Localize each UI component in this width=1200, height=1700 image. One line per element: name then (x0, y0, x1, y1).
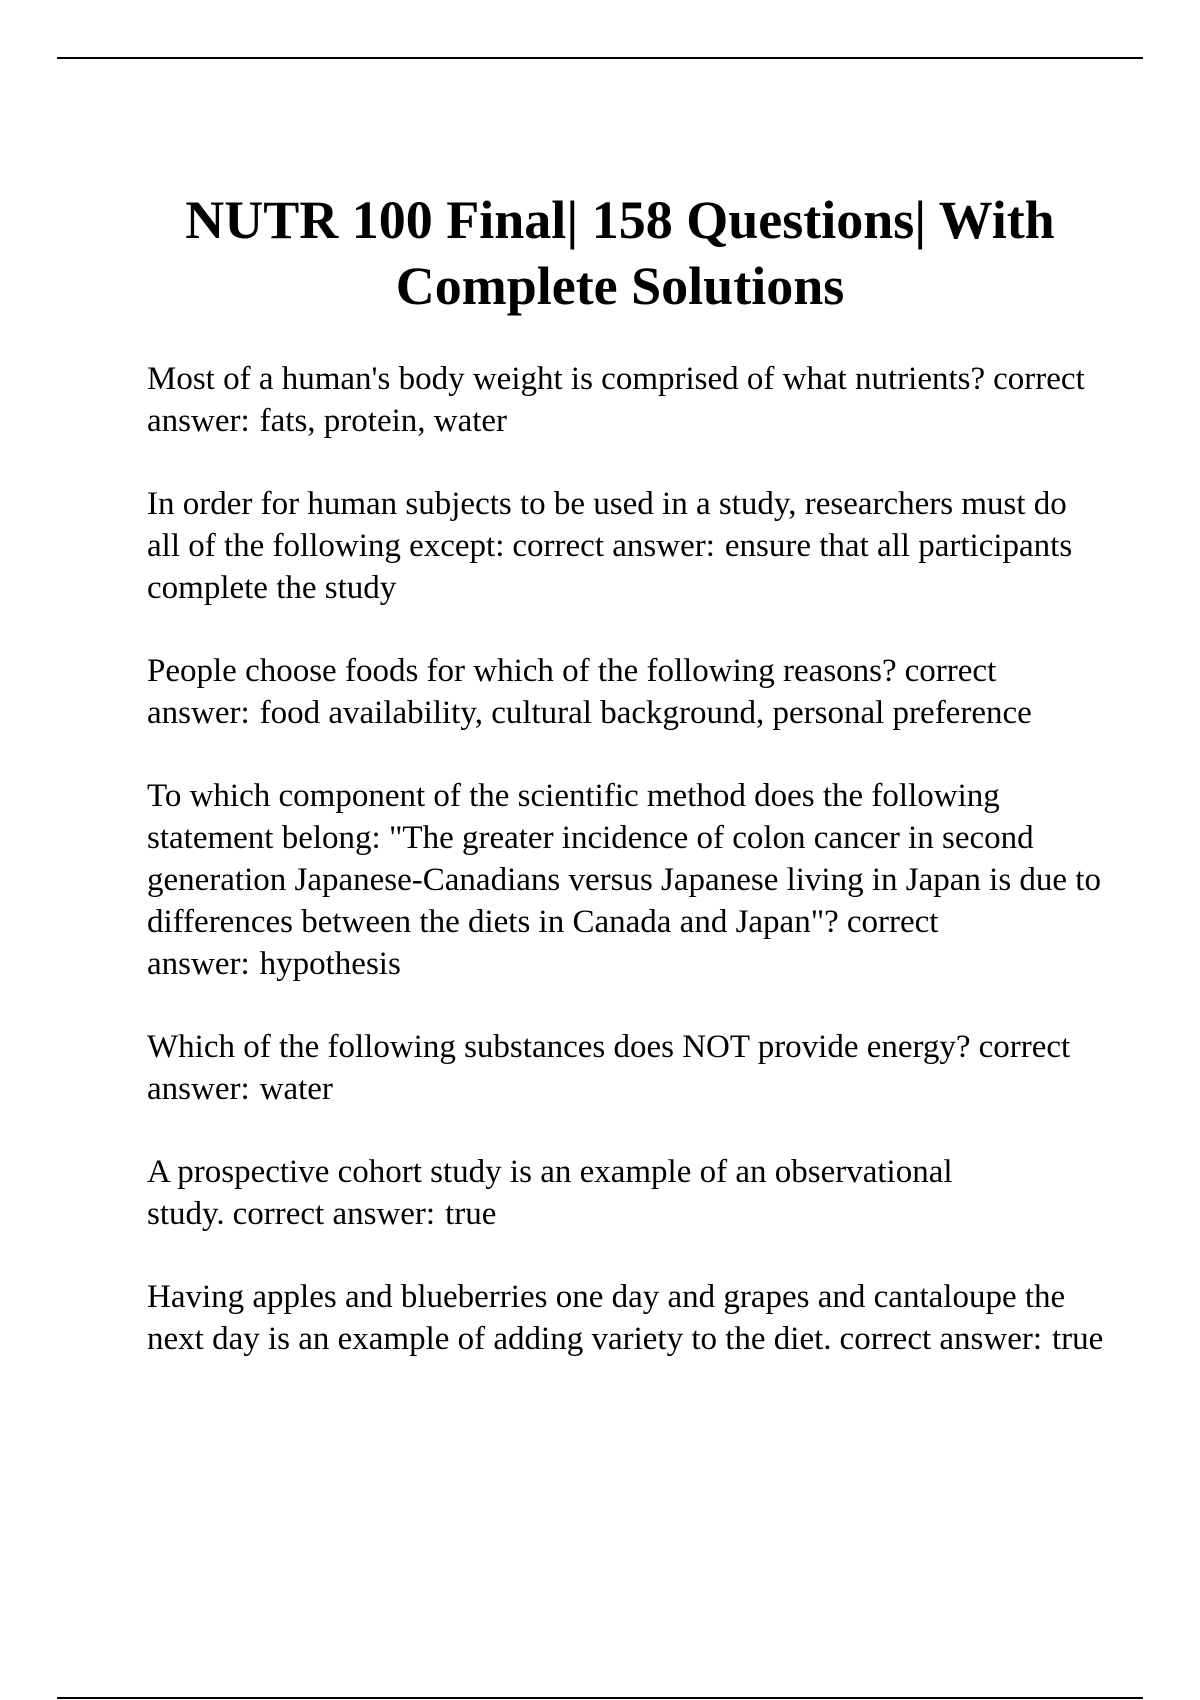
question-text: Which of the following substances does NOT provide energy? (147, 1029, 971, 1065)
question-text: In order for human subjects to be used in a study, researchers must do all of the following except: (147, 486, 1067, 564)
answer-label: correct answer: (147, 904, 939, 982)
qa-item (147, 483, 1107, 609)
answer-text: true (445, 1196, 497, 1232)
question-text: To which component of the scientific method does the following statement belong: "The greater incidence of colon cancer in second generation Japanese-Canadians versus Japanese living in Japan is due to differences between the diets in Canada and Japan"? (147, 778, 1101, 940)
title-line-1: NUTR 100 Final| 158 Questions| With (185, 190, 1055, 250)
qa-item (147, 650, 1107, 734)
document-title (120, 187, 1120, 319)
question-text: Having apples and blueberries one day and grapes and cantaloupe the next day is an example of adding variety to the diet. (147, 1279, 1066, 1357)
title-line-2: Complete Solutions (395, 256, 845, 316)
question-text: A prospective cohort study is an example of an observational study. (147, 1154, 953, 1232)
answer-text: fats, protein, water (259, 403, 508, 439)
answer-text: water (259, 1071, 333, 1107)
qa-item (147, 358, 1107, 442)
answer-label: correct answer: (147, 653, 997, 731)
question-text: Most of a human's body weight is comprised of what nutrients? (147, 361, 986, 397)
question-list (147, 358, 1107, 1401)
bottom-rule (57, 1697, 1143, 1699)
answer-text: true (1052, 1321, 1104, 1357)
answer-text: ensure that all participants complete the study (147, 528, 1073, 606)
answer-text: food availability, cultural background, personal preference (259, 695, 1032, 731)
question-text: People choose foods for which of the following reasons? (147, 653, 897, 689)
qa-item (147, 1026, 1107, 1110)
answer-label: correct answer: (147, 1029, 1071, 1107)
qa-item (147, 1276, 1107, 1360)
answer-label: correct answer: (512, 528, 715, 564)
qa-item (147, 1151, 1107, 1235)
top-rule (57, 57, 1143, 59)
answer-label: correct answer: (232, 1196, 436, 1232)
qa-item (147, 775, 1107, 985)
answer-text: hypothesis (259, 946, 401, 982)
answer-label: correct answer: (839, 1321, 1043, 1357)
answer-label: correct answer: (147, 361, 1085, 439)
